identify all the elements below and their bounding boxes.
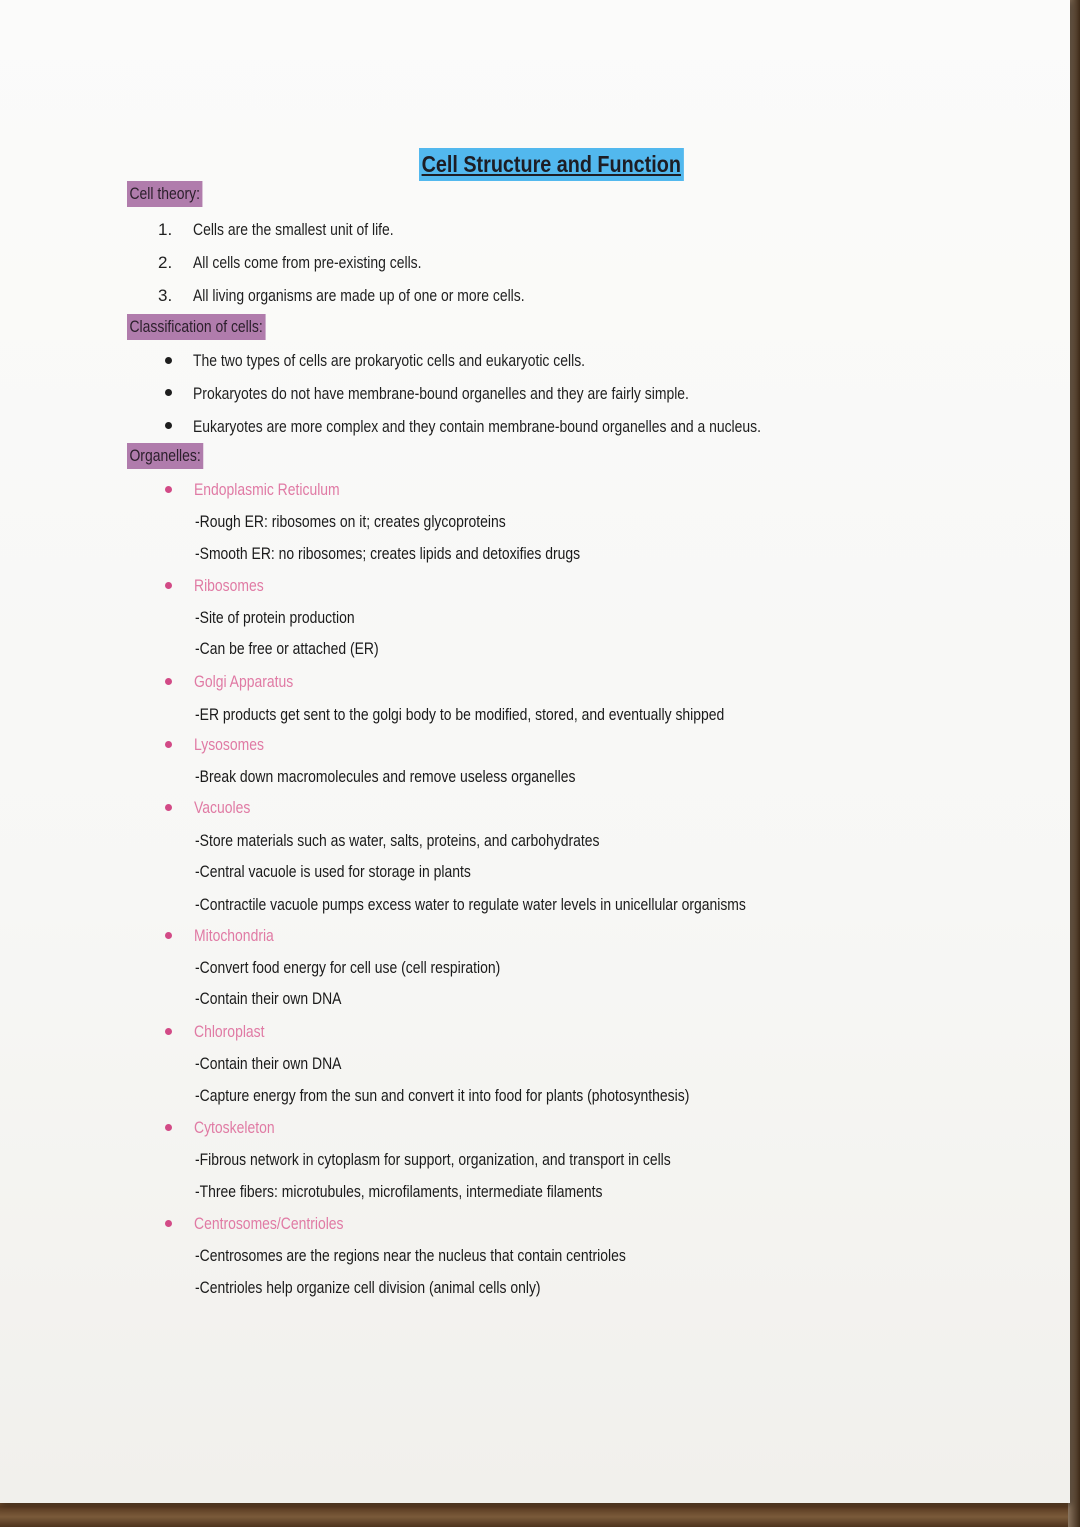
section-heading-cell-theory: Cell theory: — [127, 181, 202, 207]
organelle-detail: -Site of protein production — [195, 608, 355, 627]
organelle-detail: -Capture energy from the sun and convert it into food for plants (photosynthesis) — [195, 1086, 690, 1105]
organelle-name: Chloroplast — [194, 1022, 265, 1041]
organelle-detail: -Rough ER: ribosomes on it; creates glycoproteins — [195, 512, 506, 531]
bullet-icon — [165, 389, 172, 396]
page-title: Cell Structure and Function — [419, 148, 684, 181]
organelle-detail: -Three fibers: microtubules, microfilaments, intermediate filaments — [195, 1182, 603, 1201]
bullet-icon — [165, 804, 172, 811]
organelle-detail: -ER products get sent to the golgi body to be modified, stored, and eventually shipped — [195, 705, 725, 724]
bullet-icon — [165, 422, 172, 429]
bullet-icon — [165, 357, 172, 364]
bullet-icon — [165, 582, 172, 589]
organelle-name: Cytoskeleton — [194, 1118, 275, 1137]
bullet-icon — [165, 1028, 172, 1035]
list-item-text: Cells are the smallest unit of life. — [193, 220, 394, 239]
organelle-name: Vacuoles — [194, 798, 251, 817]
list-item-number: 3. — [158, 286, 173, 305]
list-item-text: The two types of cells are prokaryotic cells and eukaryotic cells. — [193, 351, 586, 370]
organelle-name: Mitochondria — [194, 926, 274, 945]
bullet-icon — [165, 1124, 172, 1131]
organelle-detail: -Contain their own DNA — [195, 989, 342, 1008]
organelle-name: Centrosomes/Centrioles — [194, 1214, 344, 1233]
bullet-icon — [165, 486, 172, 493]
organelle-detail: -Can be free or attached (ER) — [195, 639, 379, 658]
list-item-text: Prokaryotes do not have membrane-bound organelles and they are fairly simple. — [193, 384, 689, 403]
organelle-detail: -Convert food energy for cell use (cell respiration) — [195, 958, 501, 977]
organelle-detail: -Smooth ER: no ribosomes; creates lipids and detoxifies drugs — [195, 544, 581, 563]
bullet-icon — [165, 1220, 172, 1227]
organelle-detail: -Store materials such as water, salts, proteins, and carbohydrates — [195, 831, 600, 850]
bullet-icon — [165, 678, 172, 685]
list-item-number: 1. — [158, 220, 173, 239]
section-heading-classification: Classification of cells: — [127, 314, 265, 340]
list-item-number: 2. — [158, 253, 173, 272]
organelle-detail: -Fibrous network in cytoplasm for support, organization, and transport in cells — [195, 1150, 671, 1169]
organelle-name: Lysosomes — [194, 735, 264, 754]
organelle-detail: -Contain their own DNA — [195, 1054, 342, 1073]
organelle-name: Golgi Apparatus — [194, 672, 294, 691]
organelle-detail: -Centrosomes are the regions near the nucleus that contain centrioles — [195, 1246, 626, 1265]
list-item-text: Eukaryotes are more complex and they contain membrane-bound organelles and a nucleus. — [193, 417, 762, 436]
list-item-text: All living organisms are made up of one or more cells. — [193, 286, 525, 305]
organelle-detail: -Central vacuole is used for storage in plants — [195, 862, 471, 881]
section-heading-organelles: Organelles: — [127, 443, 203, 469]
list-item-text: All cells come from pre-existing cells. — [193, 253, 422, 272]
organelle-name: Ribosomes — [194, 576, 264, 595]
organelle-name: Endoplasmic Reticulum — [194, 480, 340, 499]
bullet-icon — [165, 932, 172, 939]
bullet-icon — [165, 741, 172, 748]
organelle-detail: -Break down macromolecules and remove useless organelles — [195, 767, 576, 786]
organelle-detail: -Contractile vacuole pumps excess water to regulate water levels in unicellular organisms — [195, 895, 746, 914]
organelle-detail: -Centrioles help organize cell division (animal cells only) — [195, 1278, 541, 1297]
